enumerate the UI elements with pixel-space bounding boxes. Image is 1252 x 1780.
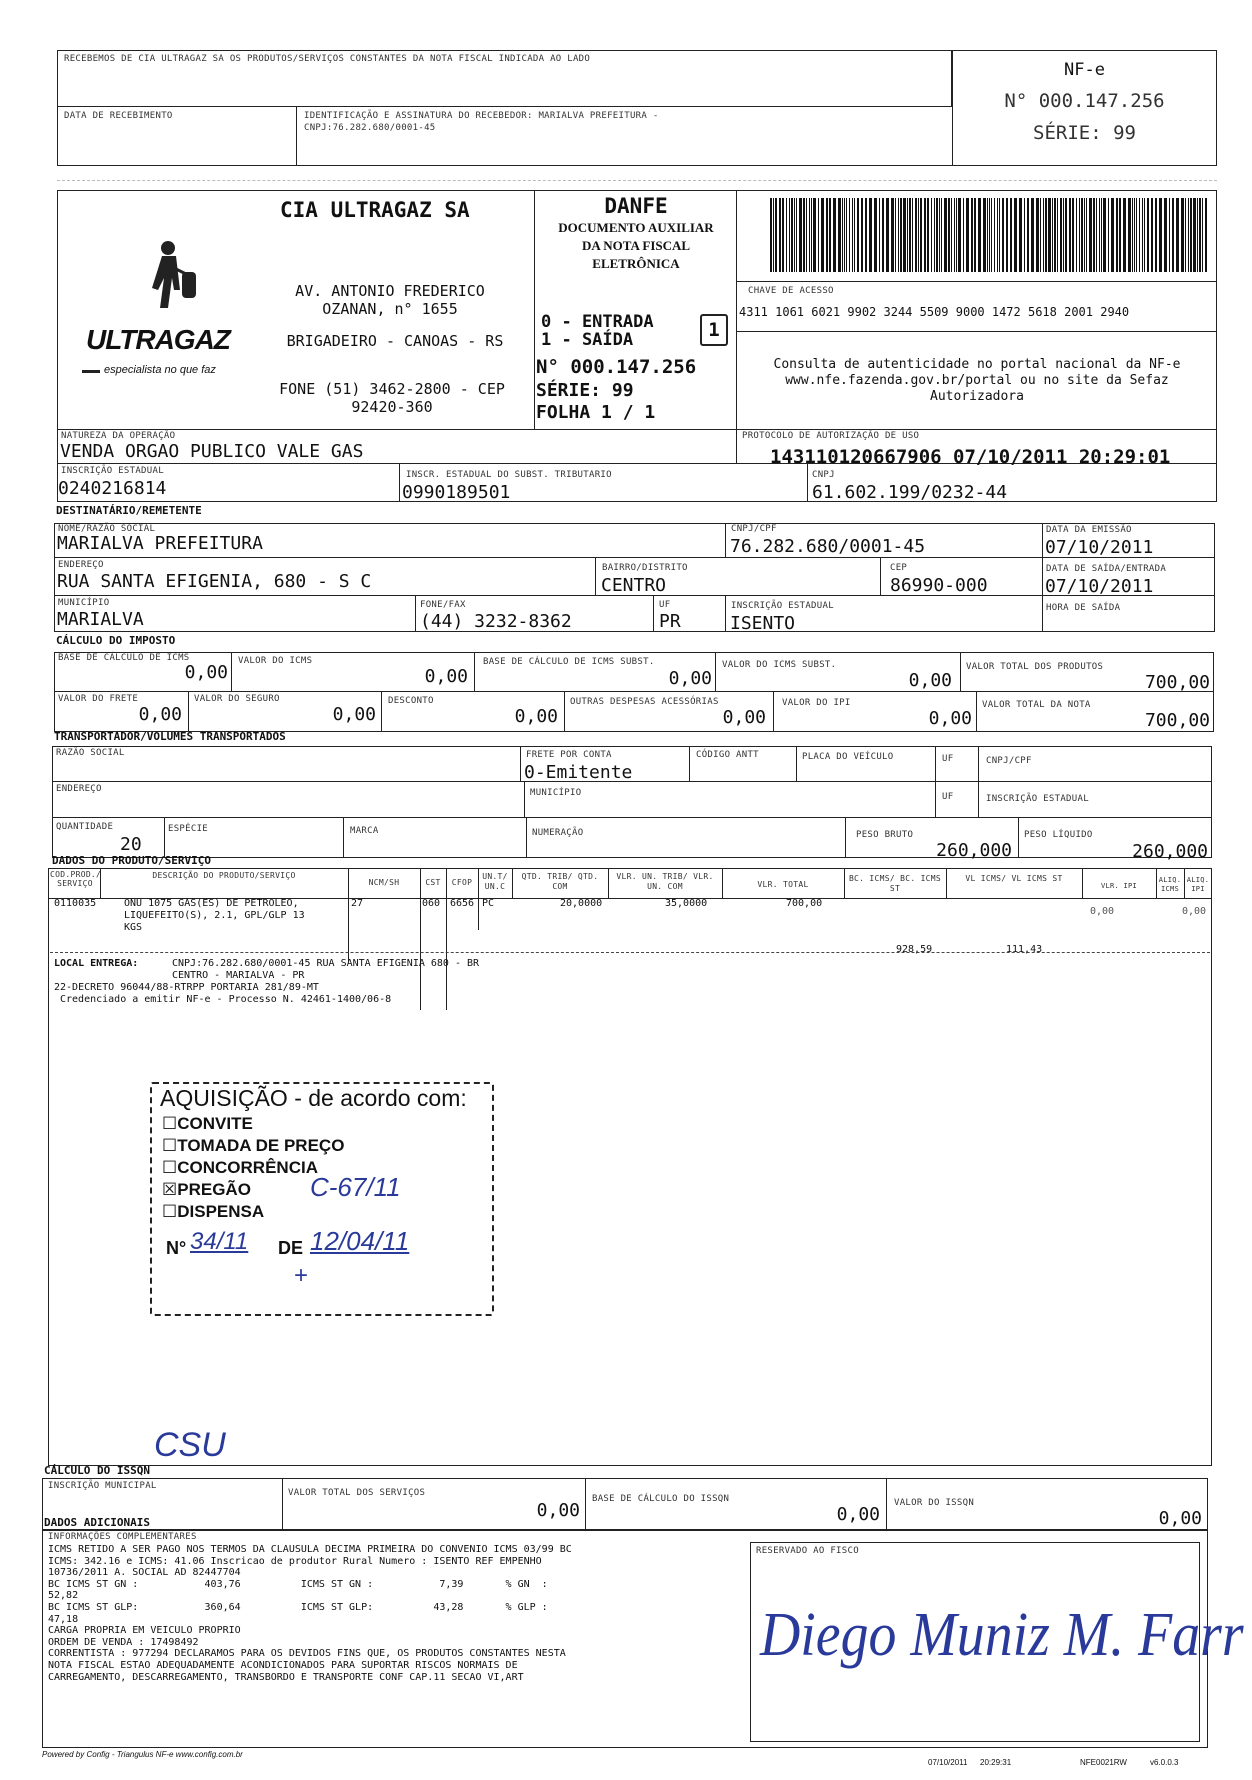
additional-info-line: ICMS RETIDO A SER PAGO NOS TERMOS DA CLAUSULA DECIMA PRIMEIRA DO CONVENIO ICMS 03/99 BC [48,1544,572,1555]
receipt-date-label: DATA DE RECEBIMENTO [64,111,173,121]
col-div-4 [446,868,447,1010]
recipient-cnpj-value: 76.282.680/0001-45 [730,536,926,557]
item-cst: 060 [422,898,441,909]
stamp-pregao-note: C-67/11 [310,1172,401,1202]
stamp-opt-concorrencia: ☐CONCORRÊNCIA [162,1158,318,1177]
recipient-name-value: MARIALVA PREFEITURA [57,533,263,554]
issqn-services-label: VALOR TOTAL DOS SERVIÇOS [288,1488,426,1498]
carrier-city-label: MUNICÍPIO [530,788,582,798]
danfe-entrada: 0 - ENTRADA [541,312,654,332]
issqn-im-label: INSCRIÇÃO MUNICIPAL [48,1481,157,1491]
fiscal-signature: Diego Muniz M. Farr [760,1601,1244,1669]
stamp-number-label: N° [166,1238,187,1258]
danfe-subtitle1: DOCUMENTO AUXILIAR [558,220,714,235]
emitter-phone: FONE (51) 3462-2800 - CEP [279,380,505,398]
hdr-ncm: NCM/SH [368,878,400,887]
consult-line1: Consulta de autenticidade no portal nacional da NF-e [773,357,1181,372]
hdr-unit-value: VLR. UN. TRIB/ VLR. UN. COM [616,872,714,891]
additional-info-line: CORRENTISTA : 977294 DECLARAMOS PARA OS DEVIDOS FINS QUE, OS PRODUTOS CONSTANTES NESTA [48,1648,566,1660]
additional-info-line: ORDEM DE VENDA : 17498492 [48,1636,199,1648]
recipient-section-title: DESTINATÁRIO/REMETENTE [56,504,202,517]
receipt-ident-cnpj: CNPJ:76.282.680/0001-45 [304,123,436,133]
item-vl-st: 111,43 [1006,944,1043,955]
item-desc2: LIQUEFEITO(S), 2.1, GPL/GLP 13 [124,910,305,921]
cut-line [57,180,1217,181]
footer-time: 20:29:31 [980,1758,1012,1767]
additional-info-line: CARREGAMENTO, DESCARREGAMENTO, TRANSBORDO E TRANSPORTE CONF CAP.11 SECAO VI,ART [48,1671,524,1683]
delivery-label: LOCAL ENTREGA: [54,958,139,969]
item-vl-ipi: 0,00 [1090,906,1115,917]
item-unit-value: 35,0000 [665,898,708,909]
item-total: 700,00 [786,898,823,909]
discount-label: DESCONTO [388,696,434,706]
footer-version: v6.0.0.3 [1150,1758,1179,1767]
consult-line3: Autorizadora [930,389,1024,404]
freight-by-value: 0-Emitente [524,762,633,783]
icms-label: VALOR DO ICMS [238,656,313,666]
stamp-date: 12/04/11 [310,1226,410,1256]
insurance-label: VALOR DO SEGURO [194,694,280,704]
net-weight-label: PESO LÍQUIDO [1024,830,1093,840]
emitter-address2: OZANAN, n° 1655 [322,300,458,318]
numbering-box [526,818,846,858]
base-icms-value: 0,00 [184,662,228,683]
col-div-7 [608,868,609,898]
products-section-title: DADOS DO PRODUTO/SERVIÇO [52,854,211,867]
carrier-ie-label: INSCRIÇÃO ESTADUAL [986,794,1089,804]
exit-time-label: HORA DE SAÍDA [1046,603,1121,613]
barcode-bars [770,198,1210,272]
emission-value: 07/10/2011 [1045,537,1154,558]
hdr-unit: UN.T/ UN.C [482,872,508,891]
item-ncm: 27 [351,898,364,909]
danfe-subtitle3: ELETRÔNICA [592,256,680,271]
stamp-opt-dispensa: ☐DISPENSA [162,1202,265,1221]
issqn-services-value: 0,00 [536,1500,580,1521]
recipient-city-value: MARIALVA [57,609,144,630]
carrier-cnpj-label: CNPJ/CPF [986,756,1032,766]
recipient-cnpj-label: CNPJ/CPF [731,524,777,534]
cnpj-value: 61.602.199/0232-44 [812,482,1008,503]
district-value: CENTRO [601,575,667,596]
issqn-value-label: VALOR DO ISSQN [894,1498,975,1508]
additional-info-line: 10736/2011 A. SOCIAL AD 82447704 [48,1567,241,1579]
recipient-address-value: RUA SANTA EFIGENIA, 680 - S C [57,571,372,592]
ie-st-label: INSCR. ESTADUAL DO SUBST. TRIBUTARIO [406,470,612,480]
recipient-phone-label: FONE/FAX [420,600,466,610]
additional-info-line: BC ICMS ST GLP: 360,64 ICMS ST GLP: 43,28 % GLP : [48,1601,548,1613]
hdr-vl-icms: VL ICMS/ VL ICMS ST [965,874,1063,883]
nature-label: NATUREZA DA OPERAÇÃO [61,431,176,441]
delivery-line2: CENTRO - MARIALVA - PR [172,970,305,981]
freight-label: VALOR DO FRETE [58,694,139,704]
item-qty: 20,0000 [560,898,603,909]
hdr-vl-ipi: VLR. IPI [1100,882,1138,890]
danfe-page: FOLHA 1 / 1 [536,402,656,423]
stamp-opt3-label: CONCORRÊNCIA [177,1158,318,1177]
danfe-type-value: 1 [708,319,720,341]
ie-st-value: 0990189501 [402,482,511,503]
delivery-line3: 22-DECRETO 96044/88-RTRPP PORTARIA 281/89-MT [54,982,319,993]
ie-label: INSCRIÇÃO ESTADUAL [61,466,164,476]
numbering-label: NUMERAÇÃO [532,828,584,838]
issqn-value-value: 0,00 [1158,1508,1202,1529]
district-label: BAIRRO/DISTRITO [602,563,688,573]
access-key-label: CHAVE DE ACESSO [748,286,834,296]
hdr-desc: DESCRIÇÃO DO PRODUTO/SERVIÇO [152,871,296,880]
total-label: VALOR TOTAL DA NOTA [982,700,1091,710]
danfe-series: SÉRIE: 99 [536,380,634,401]
stamp-opt2-label: TOMADA DE PREÇO [177,1136,345,1155]
additional-info-line: CARGA PROPRIA EM VEICULO PROPRIO [48,1625,241,1637]
total-products-value: 700,00 [1144,672,1210,693]
hdr-cfop: CFOP [451,878,473,887]
ultragaz-logo [82,238,252,378]
footer-date: 07/10/2011 [928,1758,968,1767]
handwritten-csu: CSU [154,1426,226,1464]
recipient-city-label: MUNICÍPIO [58,598,110,608]
ipi-label: VALOR DO IPI [782,698,851,708]
nature-value: VENDA ORGAO PUBLICO VALE GAS [60,441,364,462]
recipient-ie-label: INSCRIÇÃO ESTADUAL [731,601,834,611]
nfe-stub-number: N° 000.147.256 [1004,90,1165,112]
discount-value: 0,00 [514,706,558,727]
item-desc1: ONU 1075 GAS(ES) DE PETROLEO, [124,898,299,909]
hdr-code: COD.PROD./ SERVIÇO [50,870,102,888]
additional-info-line: BC ICMS ST GN : 403,76 ICMS ST GN : 7,39 % GN : [48,1578,548,1590]
qty-label: QUANTIDADE [56,822,114,832]
hdr-aliq-ipi: ALIQ. IPI [1186,876,1210,893]
item-code: 0110035 [54,898,97,909]
additional-info-line: 52,82 [48,1590,79,1602]
carrier-uf2-label: UF [942,792,954,802]
emitter-cep: 92420-360 [351,398,433,416]
logo-tagline: especialista no que faz [104,364,216,376]
item-unit: PC [482,898,495,909]
access-key-value: 4311 1061 6021 9902 3244 5509 9000 1472 5618 2001 2940 [739,305,1130,319]
recipient-uf-value: PR [659,611,681,632]
hdr-total: VLR. TOTAL [757,880,809,889]
col-div-3 [420,868,421,1010]
stamp-opt-tomada: ☐TOMADA DE PREÇO [162,1136,345,1155]
consult-line2: www.nfe.fazenda.gov.br/portal ou no site da Sefaz [785,373,1169,388]
receipt-ident-label: IDENTIFICAÇÃO E ASSINATURA DO RECEBEDOR: MARIALVA PREFEITURA - [304,111,659,121]
base-icms-label: BASE DE CÁLCULO DE ICMS [58,653,190,663]
access-key-barcode [770,198,1210,272]
stamp-opt4-label: PREGÃO [177,1180,251,1199]
footer-code: NFE0021RW [1080,1758,1127,1767]
total-value: 700,00 [1144,710,1210,731]
freight-by-label: FRETE POR CONTA [526,750,612,760]
cep-value: 86990-000 [890,575,988,596]
freight-value: 0,00 [138,704,182,725]
danfe-title: DANFE [604,194,668,218]
protocol-value: 143110120667906 07/10/2011 20:29:01 [770,446,1171,468]
hdr-cst: CST [425,878,441,887]
other-value: 0,00 [722,707,766,728]
hdr-bc-icms: BC. ICMS/ BC. ICMS ST [848,874,942,893]
carrier-address-label: ENDEREÇO [56,784,102,794]
carrier-uf-label: UF [942,754,954,764]
ipi-value: 0,00 [928,708,972,729]
protocol-label: PROTOCOLO DE AUTORIZAÇÃO DE USO [742,431,920,441]
recipient-uf-label: UF [659,600,671,610]
exit-date-value: 07/10/2011 [1045,576,1154,597]
reserved-label: RESERVADO AO FISCO [756,1546,859,1556]
additional-section-title: DADOS ADICIONAIS [44,1516,150,1529]
base-st-value: 0,00 [668,668,712,689]
logo-dash [82,370,100,373]
item-aliq-ipi: 0,00 [1182,906,1207,917]
stamp-opt-pregao: ☒PREGÃO [162,1180,251,1199]
antt-label: CÓDIGO ANTT [696,750,759,760]
stamp-opt1-label: CONVITE [177,1114,253,1133]
net-weight-value: 260,000 [1132,841,1208,862]
carrier-city-box [524,782,936,818]
danfe-subtitle2: DA NOTA FISCAL [581,238,691,253]
delivery-line1: CNPJ:76.282.680/0001-45 RUA SANTA EFIGENIA 680 - BR [172,958,480,969]
recipient-name-label: NOME/RAZÃO SOCIAL [58,524,156,534]
issqn-base-value: 0,00 [836,1504,880,1525]
icms-st-label: VALOR DO ICMS SUBST. [722,660,837,670]
qty-value: 20 [120,834,142,855]
issqn-section-title: CÁLCULO DO ISSQN [44,1464,150,1477]
danfe-saida: 1 - SAÍDA [541,330,634,350]
col-div-6 [512,868,513,898]
danfe-number: N° 000.147.256 [536,356,697,378]
stamp-number: 34/11 [190,1228,249,1255]
additional-info-line: NOTA FISCAL ESTAO ADEQUADAMENTE ACONDICIONADOS PARA SUPORTAR RISCOS NORMAIS DE [48,1659,518,1671]
receipt-text: RECEBEMOS DE CIA ULTRAGAZ SA OS PRODUTOS/SERVIÇOS CONSTANTES DA NOTA FISCAL INDICADA AO LADO [64,54,591,64]
gross-weight-value: 260,000 [936,840,1012,861]
logo-wordmark: ULTRAGAZ [86,324,230,355]
hdr-qty: QTD. TRIB/ QTD. COM [521,872,599,891]
exit-date-label: DATA DE SAÍDA/ENTRADA [1046,564,1167,574]
item-cfop: 6656 [450,898,475,909]
base-st-label: BASE DE CÁLCULO DE ICMS SUBST. [483,657,655,667]
stamp-date-label: DE [278,1238,304,1258]
delivery-line4: Credenciado a emitir NF-e - Processo N. 42461-1400/06-8 [60,994,392,1005]
stamp-title: AQUISIÇÃO - de acordo com: [160,1085,467,1111]
nfe-stub-series: SÉRIE: 99 [1033,122,1136,144]
additional-info-lines [48,1544,748,1683]
additional-info-label: INFORMAÇÕES COMPLEMENTARES [48,1532,197,1542]
species-label: ESPÉCIE [168,824,209,834]
recipient-phone-value: (44) 3232-8362 [420,611,572,632]
item-desc3: KGS [124,922,143,933]
transport-section-title: TRANSPORTADOR/VOLUMES TRANSPORTADOS [54,730,286,743]
emitter-name: CIA ULTRAGAZ SA [280,198,470,222]
cnpj-label: CNPJ [812,470,835,480]
emission-label: DATA DA EMISSÃO [1046,525,1132,535]
item-bc-st: 928,59 [896,944,933,955]
other-label: OUTRAS DESPESAS ACESSÓRIAS [570,697,719,707]
recipient-ie-value: ISENTO [730,613,796,634]
stamp-opt5-label: DISPENSA [177,1202,265,1221]
exit-time-box [1043,596,1215,632]
cep-label: CEP [890,563,908,573]
stamp-opt-convite: ☐CONVITE [162,1114,253,1133]
emitter-address1: AV. ANTONIO FREDERICO [295,282,485,300]
person-cylinder-icon [82,238,252,378]
plate-label: PLACA DO VEÍCULO [802,752,894,762]
nfe-stub-title: NF-e [1064,60,1105,80]
additional-info-line: ICMS: 342.16 e ICMS: 41.06 Inscricao de produtor Rural Numero : ISENTO REF EMPENHO [48,1555,542,1567]
stamp-plus-mark: + [294,1262,309,1289]
tax-section-title: CÁLCULO DO IMPOSTO [56,634,176,647]
insurance-value: 0,00 [332,704,376,725]
emitter-city: BRIGADEIRO - CANOAS - RS [286,332,504,350]
total-products-label: VALOR TOTAL DOS PRODUTOS [966,662,1104,672]
recipient-address-label: ENDEREÇO [58,560,104,570]
footer-powered: Powered by Config - Triangulus NF-e www.config.com.br [42,1750,243,1759]
brand-label: MARCA [350,826,379,836]
additional-info-line: 47,18 [48,1613,79,1625]
hdr-aliq-icms: ALIQ. ICMS [1158,876,1182,893]
carrier-name-label: RAZÃO SOCIAL [56,748,125,758]
icms-value: 0,00 [424,666,468,687]
icms-st-value: 0,00 [908,670,952,691]
issqn-base-label: BASE DE CÁLCULO DO ISSQN [592,1494,730,1504]
gross-weight-label: PESO BRUTO [856,830,914,840]
ie-value: 0240216814 [58,478,167,499]
